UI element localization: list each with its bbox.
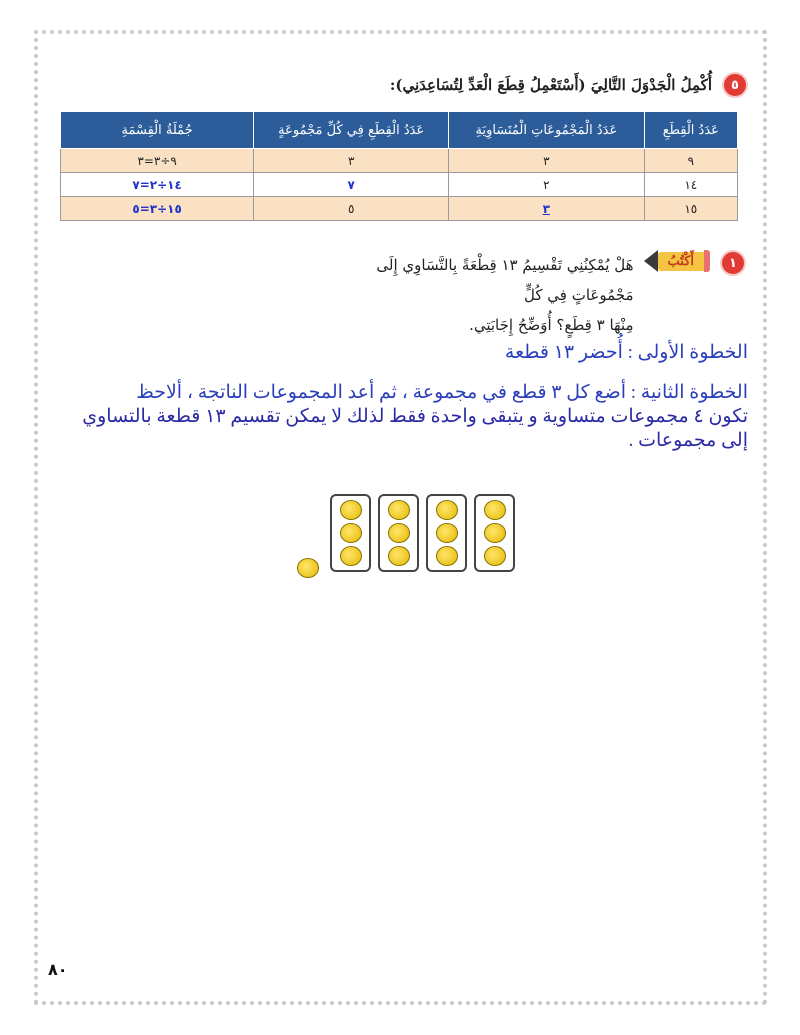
- cell-groups: ٣: [449, 149, 644, 173]
- counter-group: [474, 494, 515, 572]
- cell-pieces: ٩: [644, 149, 737, 173]
- counter-group: [378, 494, 419, 572]
- counter-icon: [340, 500, 362, 520]
- counter-icon: [436, 500, 458, 520]
- question-5: [390, 72, 748, 98]
- answer-cell-per-group[interactable]: ٧: [254, 173, 449, 197]
- answer-cell-sentence[interactable]: ١٤÷٢=٧: [61, 173, 254, 197]
- question-1-text: [314, 250, 634, 340]
- cell-pieces: ١٤: [644, 173, 737, 197]
- question-number-badge: ٥: [722, 72, 748, 98]
- question-1-line2: مِنْهَا ٣ قِطَعٍ؟ أُوَضِّحُ إِجَابَتِي.: [469, 316, 634, 334]
- cell-sentence: ٩÷٣=٣: [61, 149, 254, 173]
- table-row: [61, 149, 738, 173]
- answer-step-1: الخطوة الأولى : أُحضر ١٣ قطعة: [504, 342, 748, 363]
- page-number: ٨٠: [48, 960, 68, 979]
- answer-step-2-line1: الخطوة الثانية : أضع كل ٣ قطع في مجموعة ، ثم أعد المجموعات الناتجة ، ألاحظ: [136, 382, 748, 403]
- counter-group: [426, 494, 467, 572]
- counter-group: [330, 494, 371, 572]
- header-sentence: جُمْلَةُ الْقِسْمَةِ: [61, 112, 254, 149]
- counter-icon: [340, 546, 362, 566]
- counter-icon: [484, 546, 506, 566]
- counter-icon: [484, 500, 506, 520]
- counter-icon: [340, 523, 362, 543]
- table-row: [61, 173, 738, 197]
- question-1-line1: هَلْ يُمْكِنُنِي تَقْسِيمُ ١٣ قِطْعَةً بِالتَّسَاوِي إِلَى مَجْمُوعَاتٍ فِي كُلٍّ: [376, 256, 634, 304]
- cell-pieces: ١٥: [644, 197, 737, 221]
- division-table: [60, 111, 738, 221]
- counter-icon: [388, 500, 410, 520]
- question-1: [314, 250, 747, 340]
- pencil-icon: [644, 250, 711, 272]
- cell-per-group: ٥: [254, 197, 449, 221]
- answer-cell-sentence[interactable]: ١٥÷٣=٥: [61, 197, 254, 221]
- cell-per-group: ٣: [254, 149, 449, 173]
- header-per-group: عَدَدُ الْقِطَعِ فِي كُلِّ مَجْمُوعَةٍ: [254, 112, 449, 149]
- answer-step-2: [48, 381, 748, 453]
- counter-icon: [388, 523, 410, 543]
- question-5-text: أُكْمِلُ الْجَدْوَلَ التَّالِيَ (أَسْتَعْمِلُ قِطَعَ الْعَدِّ لِتُسَاعِدَنِي):: [389, 76, 712, 94]
- counter-icon: [484, 523, 506, 543]
- counter-icon: [436, 523, 458, 543]
- answer-cell-groups[interactable]: ٣: [449, 197, 644, 221]
- write-badge: أَكْتُبُ: [658, 252, 705, 271]
- answer-step-2-line2: تكون ٤ مجموعات متساوية و يتبقى واحدة فقط لذلك لا يمكن تقسيم ١٣ قطعة بالتساوي: [82, 406, 748, 427]
- cell-groups: ٢: [449, 173, 644, 197]
- header-groups: عَدَدُ الْمَجْمُوعَاتِ الْمُتَسَاوِيَةِ: [449, 112, 644, 149]
- table-row: [61, 197, 738, 221]
- header-pieces: عَدَدُ الْقِطَعِ: [644, 112, 737, 149]
- counter-icon: [388, 546, 410, 566]
- counter-groups: [330, 494, 515, 572]
- answer-step-2-line3: إلى مجموعات .: [628, 430, 748, 451]
- question-number-badge: ١: [720, 250, 746, 276]
- counter-icon: [436, 546, 458, 566]
- remainder-counter-icon: [297, 558, 319, 578]
